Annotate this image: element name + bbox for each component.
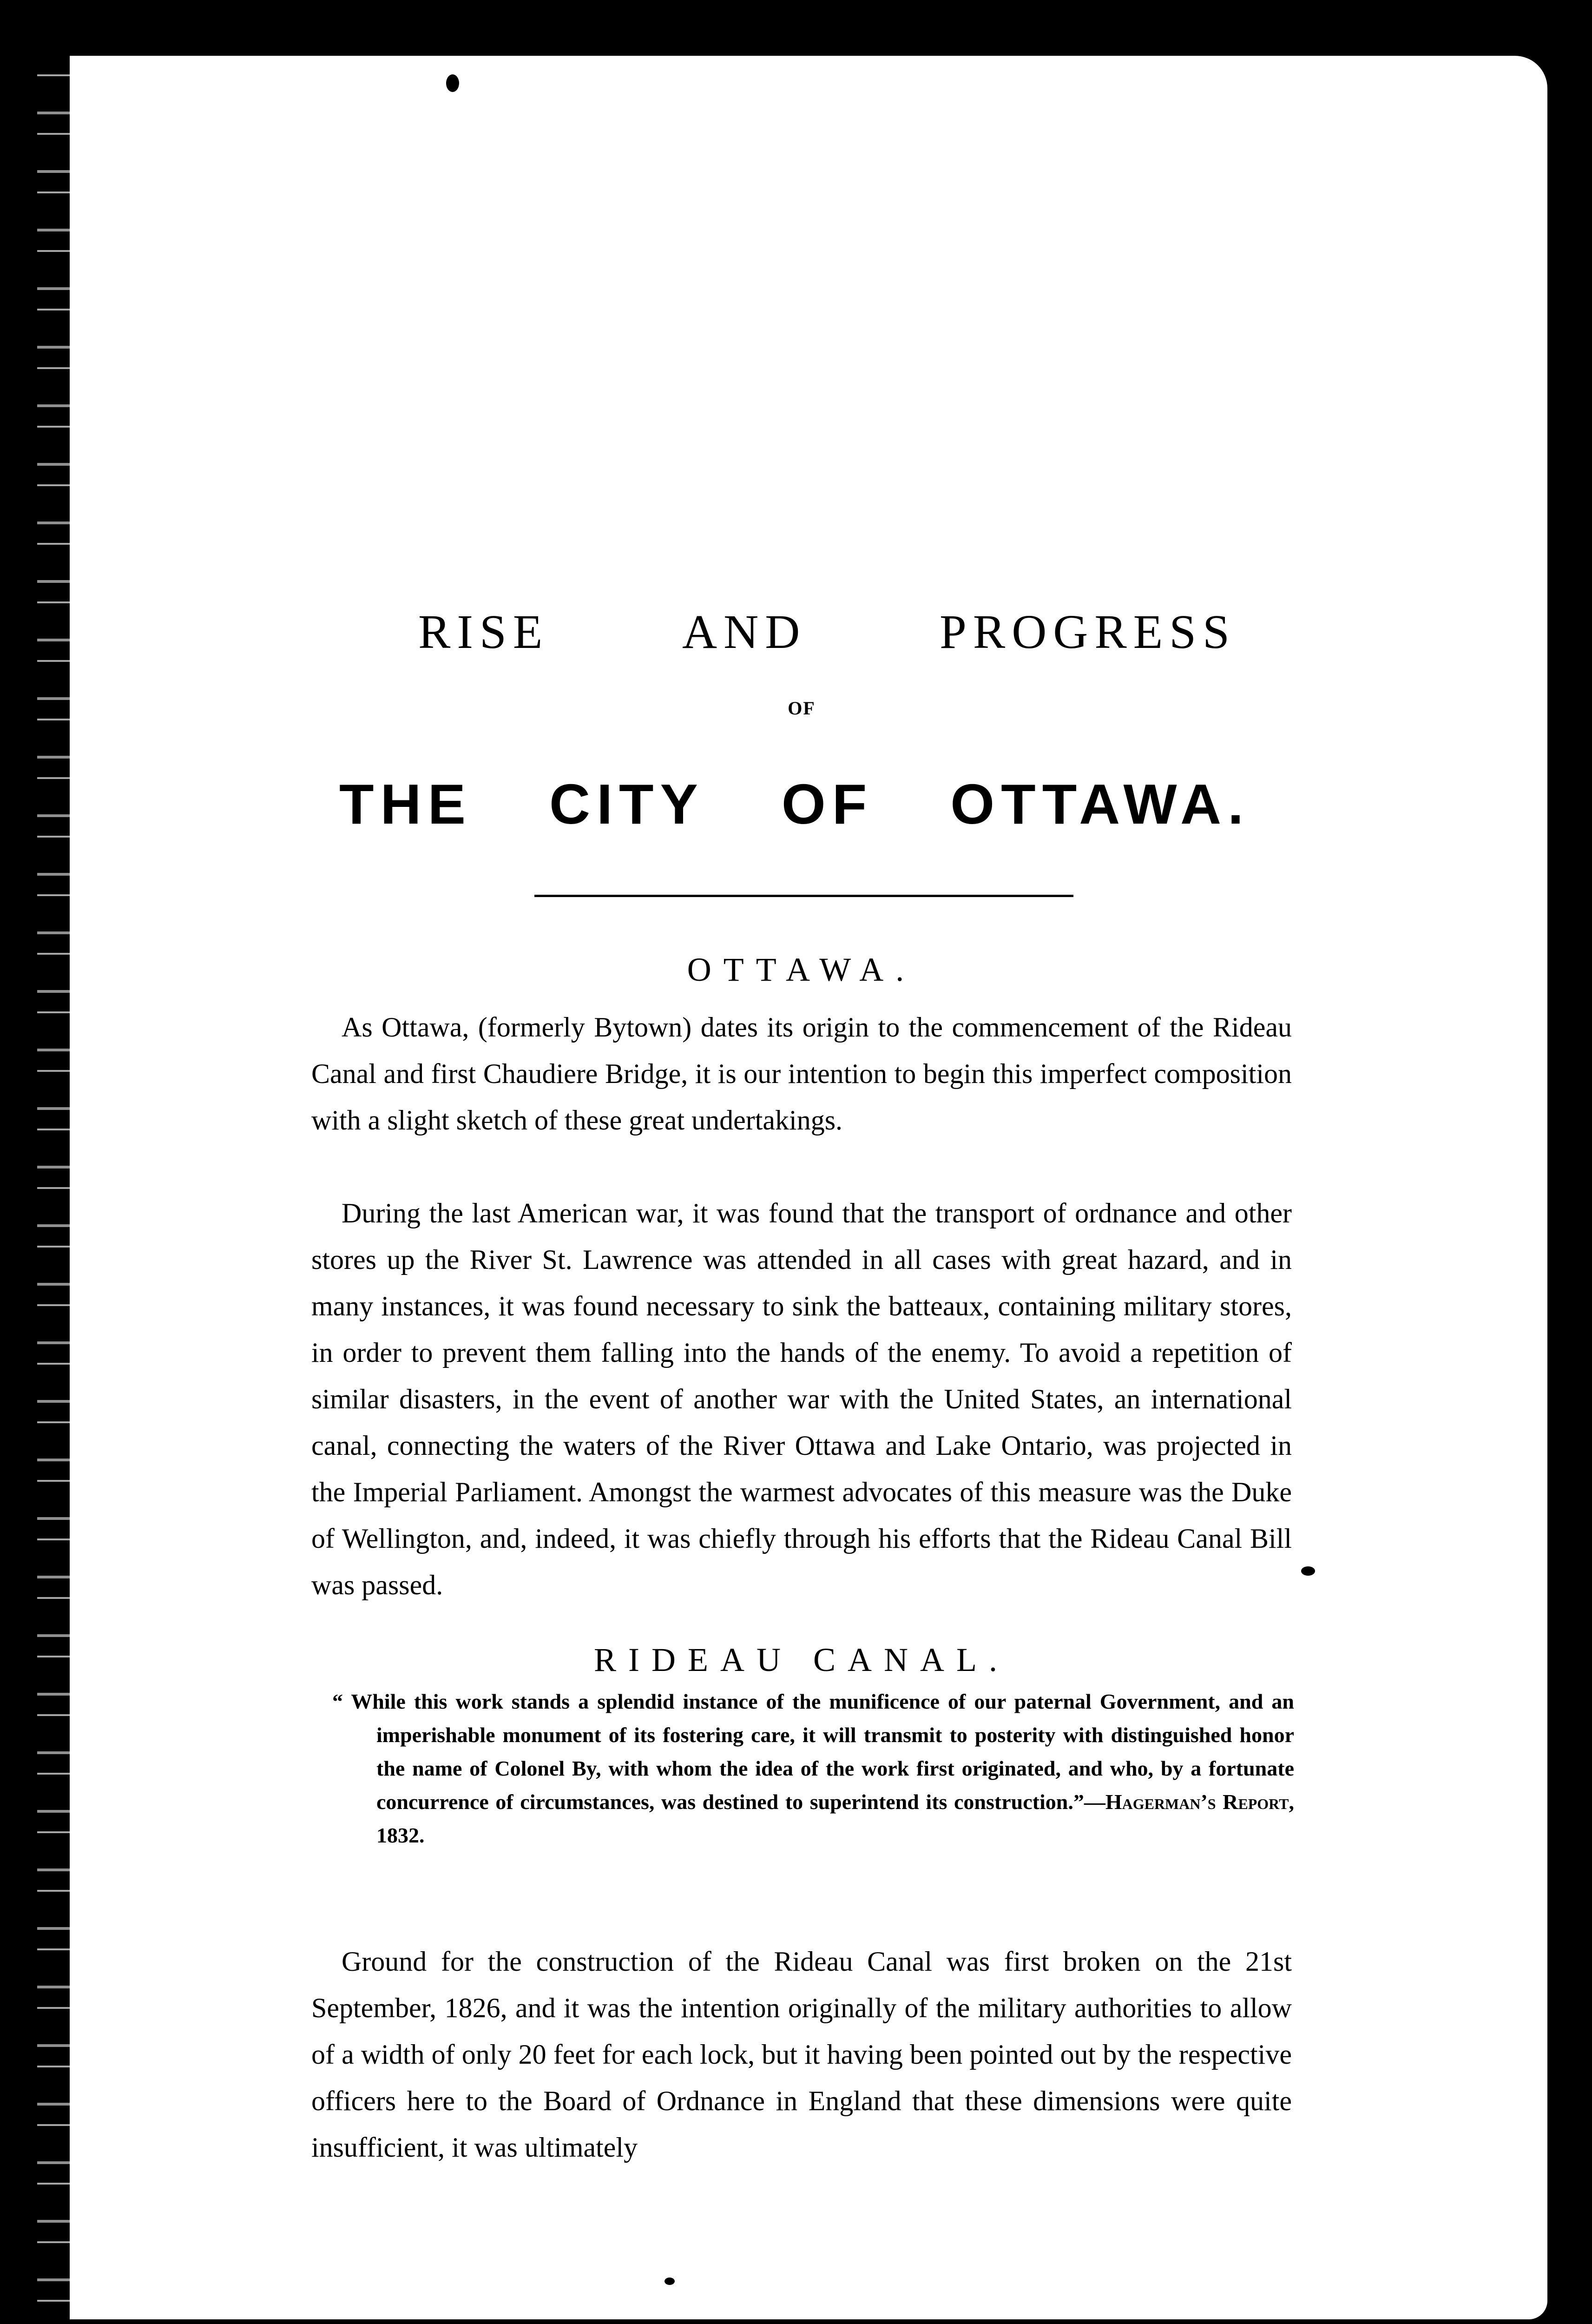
title-word: CITY <box>549 772 704 836</box>
quote-body <box>332 1685 1294 1852</box>
paragraph: Ground for the construction of the Rideau Canal was first broken on the 21st September, 1826, and it was the intention originally of the military authorities to allow of a width of only 20 feet for each lock, but it having been pointed out by the respective officers here to the Board of Ordnance in England that these dimensions were quite insufficient, it was ultimately <box>311 1946 1292 2163</box>
document-page <box>70 56 1547 2319</box>
title-word: THE <box>339 772 472 836</box>
ink-speck <box>446 74 459 92</box>
section-heading-rideau-canal: RIDEAU CANAL. <box>594 1641 1009 1678</box>
paragraph: As Ottawa, (formerly Bytown) dates its origin to the commencement of the Rideau Canal and first Chaudiere Bridge, it is our intention to begin this imperfect composition with a slight sketch of these great undertakings. <box>311 1012 1292 1136</box>
title-word: RISE <box>418 605 549 659</box>
title-of: OF <box>788 698 816 719</box>
block-quote <box>332 1685 1294 1852</box>
title-word: PROGRESS <box>939 605 1236 659</box>
title-word: AND <box>682 605 807 659</box>
ink-speck <box>664 2278 675 2285</box>
title-word: OF <box>781 772 874 836</box>
title-line-2 <box>339 772 1250 837</box>
title-line-1 <box>418 604 1236 660</box>
quote-text: “ While this work stands a splendid instance of the munificence of our paternal Government, and an imperishable monument of its fostering care, it will transmit to posterity with distinguished honor the name of Colonel By, with whom the idea of the work first originated, and who, by a fortunate concurrence of circumstances, was destined to superintend its construction.”— <box>332 1690 1294 1814</box>
ink-speck <box>1301 1566 1315 1576</box>
section-heading-ottawa: OTTAWA. <box>687 951 916 988</box>
paragraph: During the last American war, it was found that the transport of ordnance and other stores up the River St. Lawrence was attended in all cases with great hazard, and in many instances, it was found necessary to sink the batteaux, containing military stores, in order to prevent them falling into the hands of the enemy. To avoid a repetition of similar disasters, in the event of another war with the United States, an international canal, connecting the waters of the River Ottawa and Lake Ontario, was projected in the Imperial Parliament. Amongst the warmest advocates of this measure was the Duke of Wellington, and, indeed, it was chiefly through his efforts that the Rideau Canal Bill was passed. <box>311 1198 1292 1600</box>
quote-source: Hagerman’s Report, 1832. <box>376 1790 1294 1847</box>
title-divider <box>534 895 1073 897</box>
title-word: OTTAWA. <box>950 772 1250 836</box>
